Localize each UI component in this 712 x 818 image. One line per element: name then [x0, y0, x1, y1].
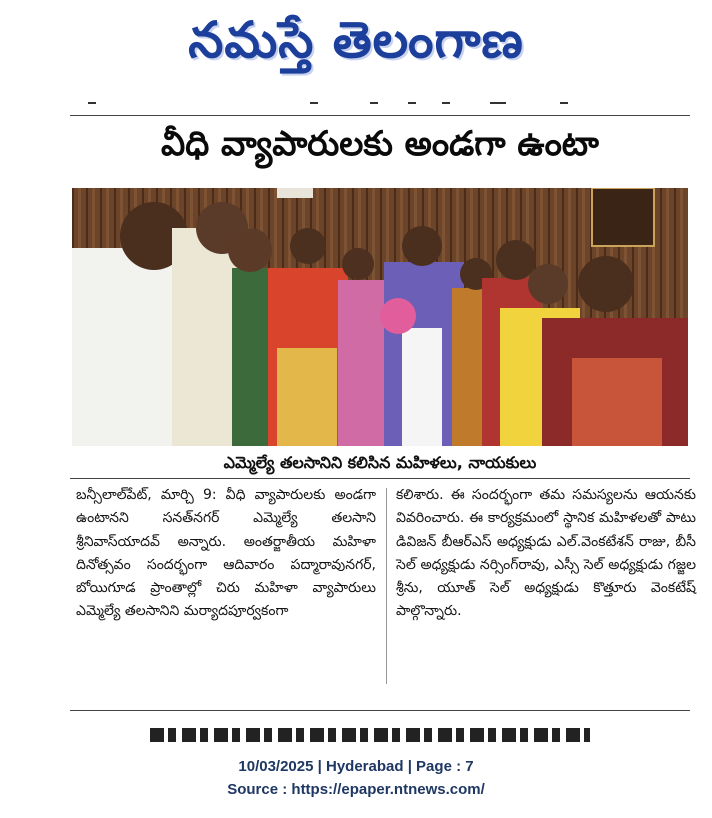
clipped-text-strip	[70, 96, 690, 106]
article-photo	[72, 188, 688, 446]
newspaper-logo: నమస్తే తెలంగాణ	[188, 10, 524, 69]
article-column-left	[76, 484, 376, 624]
caption-divider	[70, 478, 690, 479]
body-text-right: కలిశారు. ఈ సందర్భంగా తమ సమస్యలను ఆయనకు వివరించారు. ఈ కార్యక్రమంలో స్థానిక మహిళలతో పాటు డివిజన్ బీఆర్‌ఎస్ అధ్యక్షుడు ఎల్.వెంకటేశన్ రాజు, బీసీ సెల్ అధ్యక్షుడు నర్సింగ్‌రావు, ఎస్సీ సెల్ అధ్యక్షుడు గజ్జల శ్రీను, యూత్ సెల్ అధ్యక్షుడు కొత్తూరు వెంకటేష్ పాల్గొన్నారు.	[396, 487, 696, 620]
bottom-divider	[70, 710, 690, 711]
top-divider	[70, 115, 690, 116]
masthead	[0, 0, 712, 92]
cropped-next-headline	[150, 728, 590, 742]
article-headline: వీధి వ్యాపారులకు అండగా ఉంటా	[161, 124, 599, 164]
footer-date-line: 10/03/2025 | Hyderabad | Page : 7	[238, 758, 474, 775]
column-divider	[386, 488, 387, 684]
article-column-right	[396, 484, 696, 624]
body-text-left: బన్సీలాల్‌పేట్, మార్చి 9: వీధి వ్యాపారులకు అండగా ఉంటానని సనత్‌నగర్ ఎమ్మెల్యే తలసాని శ్రీనివాస్‌యాదవ్ అన్నారు. అంతర్జాతీయ మహిళా దినోత్సవం సందర్భంగా ఆదివారం పద్మారావునగర్, బోయిగూడ ప్రాంతాల్లో చిరు మహిళా వ్యాపారులు ఎమ్మెల్యే తలసానిని మర్యాదపూర్వకంగా	[76, 487, 376, 620]
photo-caption: ఎమ్మెల్యే తలసానిని కలిసిన మహిళలు, నాయకులు	[223, 452, 537, 472]
footer-source-line: Source : https://epaper.ntnews.com/	[227, 781, 485, 798]
